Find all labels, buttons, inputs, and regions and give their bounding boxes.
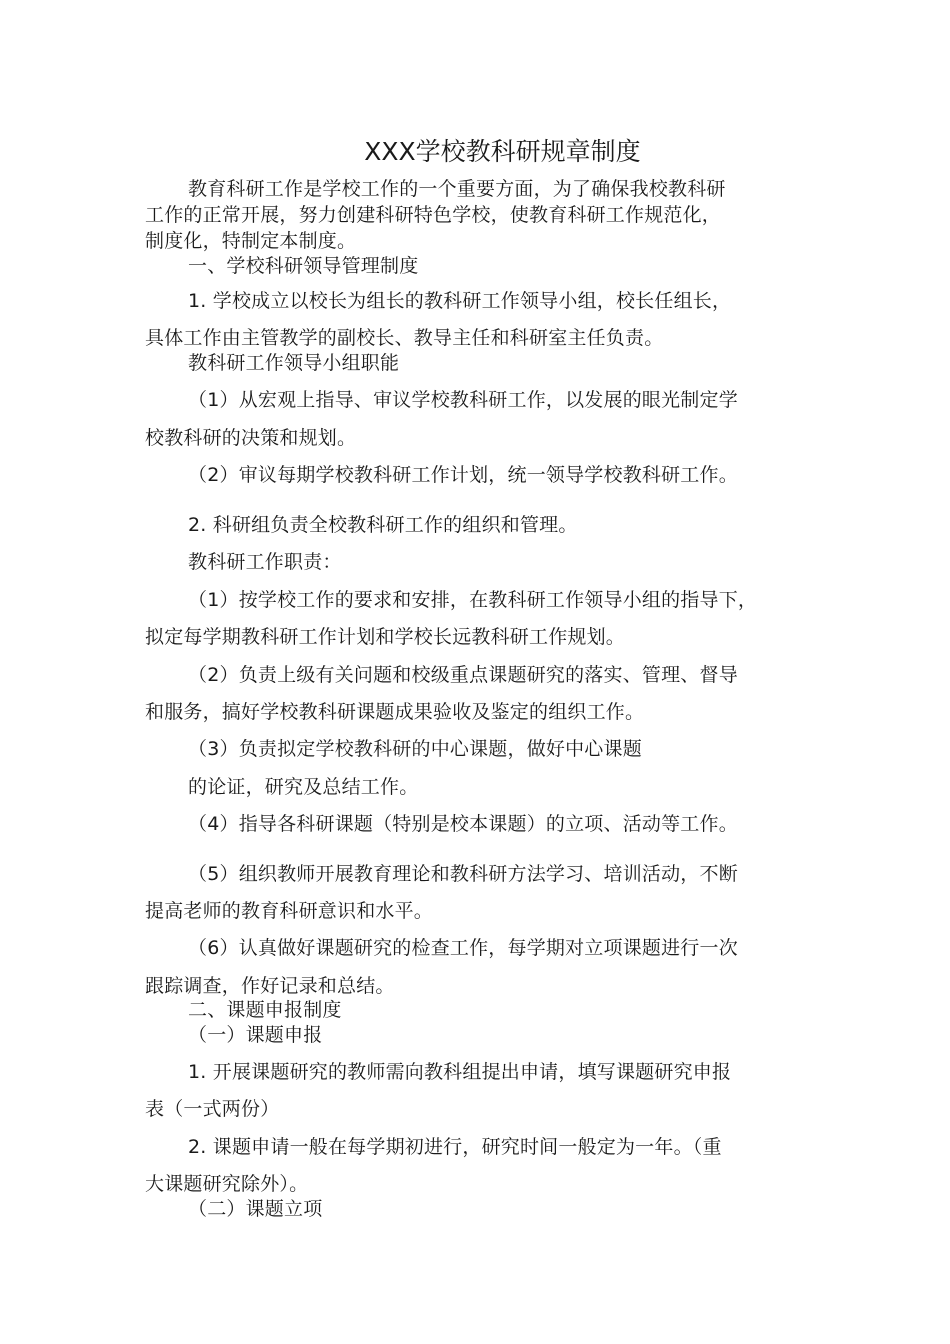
paragraph-line: 1. 学校成立以校长为组长的教科研工作领导小组，校长任组长， [188,290,732,312]
paragraph-line: 大课题研究除外）。 [145,1173,309,1195]
subheading: 教科研工作领导小组职能 [188,352,400,374]
paragraph-line: 教育科研工作是学校工作的一个重要方面，为了确保我校教科研 [188,178,726,200]
paragraph-line: 提高老师的教育科研意识和水平。 [145,900,434,922]
section-heading: 一、学校科研领导管理制度 [188,255,419,277]
section-heading: 二、课题申报制度 [188,999,342,1021]
paragraph-line: （1）按学校工作的要求和安排，在教科研工作领导小组的指导下， [188,589,758,611]
paragraph-line: （4）指导各科研课题（特别是校本课题）的立项、活动等工作。 [188,813,738,835]
subheading: （二）课题立项 [188,1198,323,1220]
paragraph-line: 跟踪调查，作好记录和总结。 [145,975,395,997]
paragraph-line: 的论证，研究及总结工作。 [188,776,419,798]
paragraph-line: （2）审议每期学校教科研工作计划，统一领导学校教科研工作。 [188,464,738,486]
paragraph-line: 制度化，特制定本制度。 [145,230,357,252]
paragraph-line: 具体工作由主管教学的副校长、教导主任和科研室主任负责。 [145,327,664,349]
subheading: 教科研工作职责： [188,551,342,573]
paragraph-line: 表（一式两份） [145,1098,280,1120]
paragraph-line: 2. 科研组负责全校教科研工作的组织和管理。 [188,514,578,536]
paragraph-line: （6）认真做好课题研究的检查工作，每学期对立项课题进行一次 [188,937,738,959]
paragraph-line: 拟定每学期教科研工作计划和学校长远教科研工作规划。 [145,626,626,648]
paragraph-line: 1. 开展课题研究的教师需向教科组提出申请，填写课题研究申报 [188,1061,732,1083]
subheading: （一）课题申报 [188,1024,323,1046]
paragraph-line: 工作的正常开展，努力创建科研特色学校，使教育科研工作规范化， [145,204,722,226]
paragraph-line: （1）从宏观上指导、审议学校教科研工作，以发展的眼光制定学 [188,389,738,411]
paragraph-line: 2. 课题申请一般在每学期初进行，研究时间一般定为一年。（重 [188,1136,722,1158]
paragraph-line: 校教科研的决策和规划。 [145,427,357,449]
paragraph-line: （2）负责上级有关问题和校级重点课题研究的落实、管理、督导 [188,664,738,686]
document-title: XXX学校教科研规章制度 [364,137,641,166]
paragraph-line: （5）组织教师开展教育理论和教科研方法学习、培训活动，不断 [188,863,738,885]
paragraph-line: （3）负责拟定学校教科研的中心课题，做好中心课题 [188,738,642,760]
paragraph-line: 和服务，搞好学校教科研课题成果验收及鉴定的组织工作。 [145,701,645,723]
